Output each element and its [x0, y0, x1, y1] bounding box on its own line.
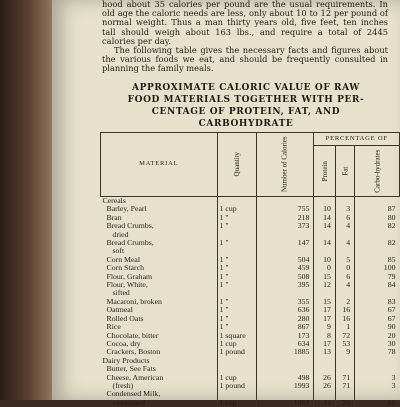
header-material: MATERIAL	[101, 133, 218, 197]
carbohydrates-cell: 84	[355, 281, 400, 289]
calories-cell: 755	[257, 205, 314, 213]
material-cell: Corn Meal	[101, 256, 218, 264]
material-cell: Cereals	[101, 197, 218, 206]
calories-cell: 147	[257, 239, 314, 247]
calories-cell	[257, 357, 314, 365]
fat-cell: 6	[335, 214, 354, 222]
table-row	[101, 281, 400, 289]
fat-cell: 71	[335, 374, 354, 382]
calories-cell: 498	[257, 374, 314, 382]
fat-cell: 0	[335, 264, 354, 272]
protein-cell: 11	[314, 399, 336, 407]
calories-cell: 218	[257, 214, 314, 222]
table-row	[101, 222, 400, 230]
protein-cell: 26	[314, 374, 336, 382]
quantity-cell: 1 "	[217, 273, 257, 281]
table-row	[101, 205, 400, 213]
header-carbohydrates: Carbo-hydrates	[355, 146, 400, 197]
carbohydrates-cell: 80	[355, 214, 400, 222]
table-row	[101, 239, 400, 247]
quantity-cell: 1 cup	[217, 399, 257, 407]
book-page	[52, 0, 400, 400]
material-cell: Barley, Pearl	[101, 205, 218, 213]
fat-cell: 1	[335, 323, 354, 331]
protein-cell: 10	[314, 205, 336, 213]
protein-cell: 26	[314, 382, 336, 390]
material-cell: Crackers, Boston	[101, 348, 218, 356]
calories-cell: 636	[257, 306, 314, 314]
carbohydrates-cell	[355, 357, 400, 365]
protein-cell: 8	[314, 332, 336, 340]
material-cell: Rice	[101, 323, 218, 331]
protein-cell: 9	[314, 323, 336, 331]
quantity-cell: 1 "	[217, 323, 257, 331]
carbohydrates-cell: 66	[355, 399, 400, 407]
material-cell: Bread Crumbs,	[101, 222, 218, 230]
table-row	[101, 332, 400, 340]
calories-cell: 355	[257, 298, 314, 306]
carbohydrates-cell: 85	[355, 256, 400, 264]
material-cell: Bran	[101, 214, 218, 222]
calories-cell: 634	[257, 340, 314, 348]
calories-cell: 395	[257, 281, 314, 289]
carbohydrates-cell: 67	[355, 315, 400, 323]
quantity-cell: 1 cup	[217, 205, 257, 213]
calories-cell: 173	[257, 332, 314, 340]
protein-cell: 12	[314, 281, 336, 289]
fat-cell: 16	[335, 306, 354, 314]
quantity-cell: 1 square	[217, 332, 257, 340]
carbohydrates-cell: 82	[355, 222, 400, 230]
quantity-cell: 1 cup	[217, 340, 257, 348]
material-cell: Macaroni, broken	[101, 298, 218, 306]
protein-cell: 14	[314, 222, 336, 230]
protein-cell: 10	[314, 256, 336, 264]
fat-cell: 4	[335, 222, 354, 230]
fat-cell: 53	[335, 340, 354, 348]
carbohydrates-cell: 20	[355, 332, 400, 340]
header-protein: Protein	[314, 146, 336, 197]
carbohydrates-cell: 78	[355, 348, 400, 356]
material-cell: Cocoa, dry	[101, 340, 218, 348]
material-cell: Bread Crumbs,	[101, 239, 218, 247]
table-title-line: CARBOHYDRATE	[106, 118, 386, 130]
protein-cell: 15	[314, 298, 336, 306]
protein-cell: 14	[314, 214, 336, 222]
header-fat: Fat	[335, 146, 354, 197]
table-title-line: APPROXIMATE CALORIC VALUE OF RAW	[106, 82, 386, 94]
calories-cell: 373	[257, 222, 314, 230]
quantity-cell: 1 "	[217, 214, 257, 222]
table-row	[101, 374, 400, 382]
protein-cell	[314, 357, 336, 365]
fat-cell: 6	[335, 273, 354, 281]
carbohydrates-cell: 3	[355, 382, 400, 390]
table-row	[101, 306, 400, 314]
table-row	[101, 315, 400, 323]
quantity-cell: 1 "	[217, 306, 257, 314]
table-row	[101, 298, 400, 306]
fat-cell	[335, 197, 354, 206]
carbohydrates-cell: 3	[355, 374, 400, 382]
calories-cell: 280	[257, 315, 314, 323]
material-cell: Rolled Oats	[101, 315, 218, 323]
carbohydrates-cell: 67	[355, 306, 400, 314]
paragraph-1: hood about 35 calories per pound are the usual requirements. In old age the caloric needs are less, only about 10 to 12 per pound of normal weight. Thus a man thirty years old, five feet, ten inches tall should weigh about 163 lbs., and require a total of 2445 calories per day.	[102, 0, 394, 46]
calories-cell: 1067	[257, 399, 314, 407]
quantity-cell	[217, 357, 257, 365]
fat-cell: 5	[335, 256, 354, 264]
header-quantity: Quantity	[217, 133, 257, 197]
fat-cell: 72	[335, 332, 354, 340]
fat-cell	[335, 247, 354, 255]
fat-cell: 9	[335, 348, 354, 356]
header-percentage: PERCENTAGE OF	[314, 133, 400, 146]
table-title-line: CENTAGE OF PROTEIN, FAT, AND	[106, 106, 386, 118]
fat-cell	[335, 231, 354, 239]
material-cell: Oatmeal	[101, 306, 218, 314]
protein-cell: 13	[314, 348, 336, 356]
header-calories: Number of Calories	[257, 133, 314, 197]
fat-cell: 71	[335, 382, 354, 390]
quantity-cell: 1 "	[217, 222, 257, 230]
table-title	[106, 82, 386, 130]
calories-cell: 459	[257, 264, 314, 272]
quantity-cell: 1 pound	[217, 348, 257, 356]
calories-cell: 504	[257, 256, 314, 264]
protein-cell: 17	[314, 315, 336, 323]
carbohydrates-cell: 87	[355, 205, 400, 213]
quantity-cell: 1 "	[217, 256, 257, 264]
protein-cell: 17	[314, 340, 336, 348]
material-cell: Condensed Milk,	[101, 390, 218, 398]
carbohydrates-cell: 82	[355, 239, 400, 247]
fat-cell: 2	[335, 298, 354, 306]
fat-cell: 16	[335, 315, 354, 323]
material-cell: sifted	[101, 289, 218, 297]
material-cell: Butter, See Fats	[101, 365, 218, 373]
table-row	[101, 390, 400, 398]
material-cell: Dairy Products	[101, 357, 218, 365]
fat-cell: 3	[335, 205, 354, 213]
protein-cell: 0	[314, 264, 336, 272]
table-row	[101, 247, 400, 255]
quantity-cell: 1 "	[217, 239, 257, 247]
carbohydrates-cell: 90	[355, 323, 400, 331]
quantity-cell: 1 "	[217, 298, 257, 306]
carbohydrates-cell: 79	[355, 273, 400, 281]
caloric-value-table	[100, 132, 400, 407]
table-row	[101, 399, 400, 407]
protein-cell: 15	[314, 273, 336, 281]
quantity-cell: 1 "	[217, 264, 257, 272]
quantity-cell: 1 "	[217, 281, 257, 289]
fat-cell	[335, 289, 354, 297]
material-cell: soft	[101, 247, 218, 255]
table-body	[101, 197, 400, 407]
fat-cell: 4	[335, 281, 354, 289]
material-cell: Cheese, American	[101, 374, 218, 382]
quantity-cell: 1 cup	[217, 374, 257, 382]
table-row	[101, 256, 400, 264]
fat-cell: 23	[335, 399, 354, 407]
material-cell: Flour, White,	[101, 281, 218, 289]
fat-cell: 4	[335, 239, 354, 247]
table-title-line: FOOD MATERIALS TOGETHER WITH PER-	[106, 94, 386, 106]
quantity-cell: 1 pound	[217, 382, 257, 390]
material-cell: Chocolate, bitter	[101, 332, 218, 340]
fat-cell	[335, 357, 354, 365]
calories-cell: 867	[257, 323, 314, 331]
material-cell: sweetened	[101, 399, 218, 407]
calories-cell: 508	[257, 273, 314, 281]
carbohydrates-cell: 100	[355, 264, 400, 272]
material-cell: Flour, Graham	[101, 273, 218, 281]
calories-cell: 1885	[257, 348, 314, 356]
protein-cell: 14	[314, 239, 336, 247]
material-cell: dried	[101, 231, 218, 239]
quantity-cell: 1 "	[217, 315, 257, 323]
carbohydrates-cell: 30	[355, 340, 400, 348]
protein-cell: 17	[314, 306, 336, 314]
material-cell: (fresh)	[101, 382, 218, 390]
calories-cell: 1993	[257, 382, 314, 390]
carbohydrates-cell: 83	[355, 298, 400, 306]
material-cell: Corn Starch	[101, 264, 218, 272]
intro-text	[102, 0, 394, 74]
paragraph-2: The following table gives the necessary facts and figures about the various foods we eat, and should be frequently consulted in planning the family meals.	[102, 46, 394, 74]
